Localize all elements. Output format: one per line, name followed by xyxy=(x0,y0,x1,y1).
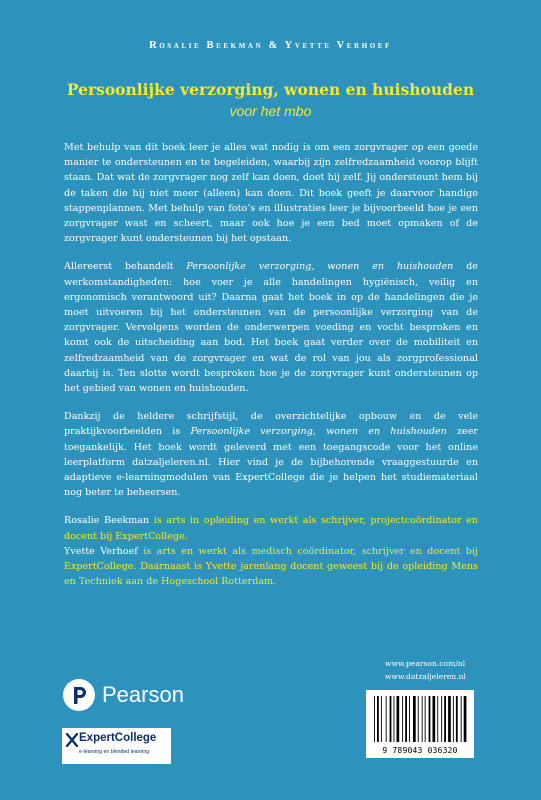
expertcollege-tagline: e-learning en blended learning xyxy=(79,749,150,755)
expertcollege-wordmark: ExpertCollege xyxy=(79,732,157,744)
book-title: Persoonlijke verzorging, wonen en huishouden xyxy=(66,80,475,99)
book-subtitle: voor het mbo xyxy=(229,103,312,119)
pearson-p-icon xyxy=(62,678,96,712)
blurb xyxy=(64,140,478,589)
website-links xyxy=(385,657,495,683)
bio-author-1-name: Rosalie Beekman xyxy=(64,515,150,527)
blurb-paragraph-2 xyxy=(64,259,478,396)
barcode-digits: 9 789043 036320 xyxy=(382,746,458,755)
p2-pre: Allereerst behandelt xyxy=(64,261,187,273)
blurb-paragraph-1: Met behulp van dit boek leer je alles wat nodig is om een zorgvrager op een goede manier te ondersteunen en te begeleiden, waarbij zijn zelfredzaamheid voorop blijft staan. Dat wat de zorgvrager nog zelf kan doen, doet hij zelf. Jij ondersteunt hem bij de taken die hij niet meer (alleen) kan doen. Dit boek geeft je daarvoor handige stappenplannen. Met behulp van foto’s en illustraties leer je bijvoorbeeld hoe je een zorgvrager wast en scheert, maar ook hoe je een bed moet opmaken of de zorgvrager kunt ondersteunen bij het opstaan. xyxy=(64,142,478,245)
p2-title-italic: Persoonlijke verzorging, wonen en huishouden xyxy=(186,261,454,273)
author-bios xyxy=(64,513,478,589)
expertcollege-x-icon xyxy=(66,733,78,747)
p2-post: de werkomstandigheden: hoe voer je alle handelingen hygiënisch, veilig en ergonomisch verantwoord uit? Daarna gaat het boek in op de handelingen die je moet uitvoeren bij het ondersteunen van de persoonlijke verzorging van de zorgvrager. Vervolgens worden de onderwerpen voeding en vocht besproken en komt ook de uitscheiding aan bod. Het boek gaat verder over de mobiliteit en zelfredzaamheid van de zorgvrager en wat de rol van jou als zorgprofessional daarbij is. Ten slotte wordt besproken hoe je de zorgvrager kunt ondersteunen op het gebied van wonen en huishouden. xyxy=(64,261,478,395)
authors-line: Rosalie Beekman & Yvette Verhoef xyxy=(149,40,392,51)
pearson-logo xyxy=(62,675,184,715)
p3-title-italic: Persoonlijke verzorging, wonen en huishouden xyxy=(190,426,447,438)
link-pearson[interactable]: www.pearson.com/nl xyxy=(385,659,466,668)
bio-author-2 xyxy=(64,544,478,590)
bio-author-2-text: is arts en werkt als medisch coördinator, schrijver en docent bij ExpertCollege. Daarnaast is Yvette jarenlang docent geweest bij de opleiding Mens en Techniek aan de Hogeschool Rotterdam. xyxy=(64,545,478,588)
bio-author-2-name: Yvette Verhoef xyxy=(64,545,138,557)
bio-author-1-text: is arts in opleiding en werkt als schrijver, projectcoördinator en docent bij ExpertCollege. xyxy=(64,515,478,542)
blurb-paragraph-3 xyxy=(64,409,478,500)
pearson-wordmark: Pearson xyxy=(102,682,184,707)
link-datzaljeleren[interactable]: www.datzaljeleren.nl xyxy=(385,672,466,681)
barcode-bars xyxy=(366,690,474,746)
p3-pre: Dankzij de heldere schrijfstijl, de overzichtelijke opbouw en de vele praktijkvoorbeelden is xyxy=(64,411,478,438)
isbn-barcode xyxy=(366,690,474,758)
bio-author-1 xyxy=(64,513,478,543)
p3-post: zeer toegankelijk. Het boek wordt geleverd met een toegangscode voor het online leerplatform datzaljeleren.nl. Hier vind je de bijbehorende vraaggestuurde en adaptieve e-learningmodulen van ExpertCollege die je helpen het studiemateriaal nog beter te beheersen. xyxy=(64,426,478,499)
expertcollege-logo xyxy=(62,728,171,764)
